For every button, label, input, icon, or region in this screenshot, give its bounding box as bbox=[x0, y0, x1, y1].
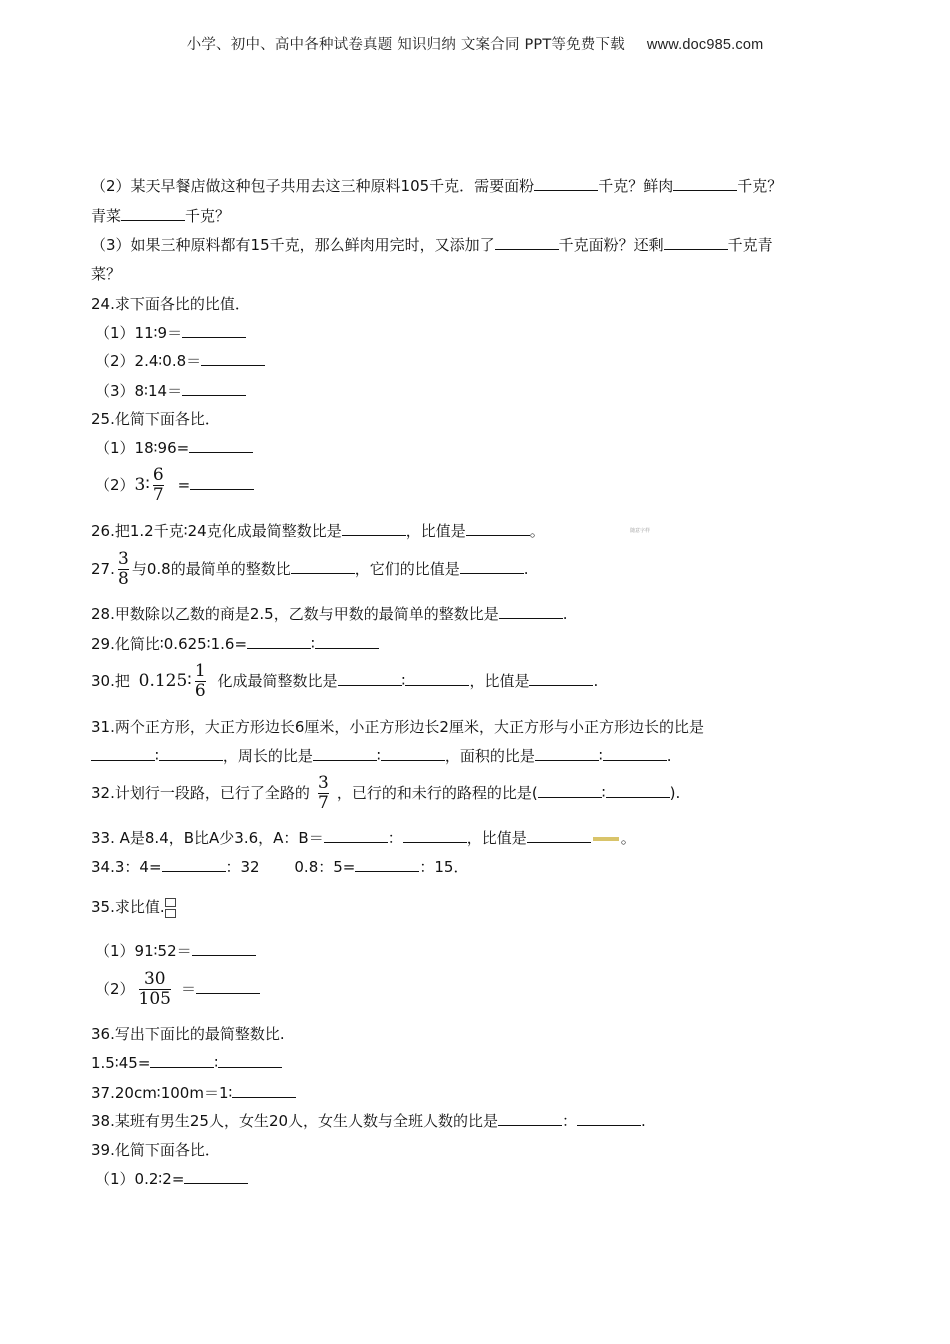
answer-blank[interactable] bbox=[159, 745, 223, 761]
q37: 37.20cm∶100m＝1∶ bbox=[91, 1082, 296, 1104]
q23-part2-line2: 青菜 千克？ bbox=[91, 207, 231, 225]
highlight-mark bbox=[593, 837, 619, 841]
q23-part2-line1: （2）某天早餐店做这种包子共用去这三种原料105千克．需要面粉 千克？鲜肉 千克？ bbox=[91, 177, 783, 195]
q27: 27. $\frac{3}{8}$ 与0.8的最简单的整数比 ，它们的比值是 . bbox=[91, 549, 529, 589]
q31-line1: 31.两个正方形，大正方形边长6厘米，小正方形边长2厘米，大正方形与小正方形边长的比是 bbox=[91, 718, 704, 736]
q30: 30.把 0.125∶ $\frac{1}{6}$ 化成最简整数比是 ∶ ，比值是 . bbox=[91, 661, 599, 701]
answer-blank[interactable] bbox=[315, 633, 379, 649]
fraction: $\frac{3}{8}$ bbox=[117, 549, 129, 589]
answer-blank[interactable] bbox=[535, 745, 599, 761]
fraction-placeholder-icon bbox=[165, 897, 176, 919]
answer-blank[interactable] bbox=[529, 670, 593, 686]
q26: 26.把1.2千克∶24克化成最简整数比是 ，比值是 。 bbox=[91, 522, 545, 540]
q31-line2: ∶ ，周长的比是 ∶ ，面积的比是 ∶ . bbox=[91, 745, 672, 767]
q28: 28.甲数除以乙数的商是2.5，乙数与甲数的最简单的整数比是 . bbox=[91, 605, 568, 623]
answer-blank[interactable] bbox=[324, 827, 388, 843]
q24-item2: （2）2.4∶0.8＝ bbox=[95, 350, 265, 372]
answer-blank[interactable] bbox=[162, 856, 226, 872]
q35-item2: （2） $\frac{30}{105}$ ＝ bbox=[95, 970, 260, 1009]
q36-item: 1.5∶45= ∶ bbox=[91, 1052, 282, 1074]
answer-blank[interactable] bbox=[218, 1052, 282, 1068]
answer-blank[interactable] bbox=[232, 1082, 296, 1098]
q32: 32.计划行一段路，已行了全路的 $\frac{3}{7}$ ，已行的和未行的路程的比是( ∶ ). bbox=[91, 773, 681, 813]
q24-item3: （3）8∶14＝ bbox=[95, 380, 246, 402]
q23-part3-line2: 菜？ bbox=[91, 265, 122, 283]
q25-title: 25.化简下面各比． bbox=[91, 410, 220, 428]
q25-item1: （1）18∶96= bbox=[95, 437, 253, 459]
q39-item1: （1）0.2∶2= bbox=[95, 1168, 248, 1190]
answer-blank[interactable] bbox=[499, 603, 563, 619]
answer-blank[interactable] bbox=[342, 520, 406, 536]
answer-blank[interactable] bbox=[527, 827, 591, 843]
answer-blank[interactable] bbox=[577, 1110, 641, 1126]
q35-title: 35.求比值. bbox=[91, 896, 176, 919]
answer-blank[interactable] bbox=[405, 670, 469, 686]
answer-blank[interactable] bbox=[355, 856, 419, 872]
q25-item2: （2）3∶ $\frac{6}{7}$ = bbox=[95, 466, 254, 505]
q35-item1: （1）91∶52＝ bbox=[95, 940, 256, 962]
answer-blank[interactable] bbox=[182, 322, 246, 338]
answer-blank[interactable] bbox=[673, 175, 737, 191]
answer-blank[interactable] bbox=[403, 827, 467, 843]
fraction: $\frac{1}{6}$ bbox=[194, 661, 206, 701]
answer-blank[interactable] bbox=[603, 745, 667, 761]
answer-blank[interactable] bbox=[664, 234, 728, 250]
q34: 34.3：4= ：32 0.8：5= ：15． bbox=[91, 858, 469, 876]
q39-title: 39.化简下面各比． bbox=[91, 1141, 220, 1159]
answer-blank[interactable] bbox=[192, 940, 256, 956]
answer-blank[interactable] bbox=[247, 633, 311, 649]
answer-blank[interactable] bbox=[184, 1168, 248, 1184]
answer-blank[interactable] bbox=[460, 558, 524, 574]
answer-blank[interactable] bbox=[498, 1110, 562, 1126]
q29: 29.化简比∶0.625∶1.6= ∶ bbox=[91, 633, 379, 655]
answer-blank[interactable] bbox=[538, 782, 602, 798]
fraction: $\frac{3}{7}$ bbox=[317, 773, 329, 813]
answer-blank[interactable] bbox=[91, 745, 155, 761]
q24-item1: （1）11∶9＝ bbox=[95, 322, 246, 344]
answer-blank[interactable] bbox=[534, 175, 598, 191]
answer-blank[interactable] bbox=[381, 745, 445, 761]
q24-title: 24.求下面各比的比值． bbox=[91, 295, 250, 313]
answer-blank[interactable] bbox=[189, 437, 253, 453]
fraction: $\frac{30}{105}$ bbox=[138, 969, 171, 1009]
q36-title: 36.写出下面比的最简整数比. bbox=[91, 1025, 285, 1043]
q38: 38.某班有男生25人，女生20人，女生人数与全班人数的比是 ： . bbox=[91, 1112, 646, 1130]
answer-blank[interactable] bbox=[150, 1052, 214, 1068]
answer-blank[interactable] bbox=[466, 520, 530, 536]
watermark-text: 随意字样 bbox=[630, 528, 651, 534]
answer-blank[interactable] bbox=[495, 234, 559, 250]
answer-blank[interactable] bbox=[182, 380, 246, 396]
q23-part3-line1: （3）如果三种原料都有15千克，那么鲜肉用完时，又添加了 千克面粉？还剩 千克青 bbox=[91, 236, 773, 254]
fraction: $\frac{6}{7}$ bbox=[152, 465, 164, 505]
answer-blank[interactable] bbox=[606, 782, 670, 798]
header-text: 小学、初中、高中各种试卷真题 知识归纳 文案合同 PPT等免费下载 bbox=[186, 37, 625, 53]
answer-blank[interactable] bbox=[121, 205, 185, 221]
header-site[interactable]: www.doc985.com bbox=[646, 37, 764, 53]
answer-blank[interactable] bbox=[190, 474, 254, 490]
q33: 33. A是8.4，B比A少3.6，A：B＝ ： ，比值是 。 bbox=[91, 829, 636, 847]
answer-blank[interactable] bbox=[201, 350, 265, 366]
answer-blank[interactable] bbox=[291, 558, 355, 574]
answer-blank[interactable] bbox=[338, 670, 402, 686]
page-header bbox=[0, 33, 950, 54]
answer-blank[interactable] bbox=[313, 745, 377, 761]
answer-blank[interactable] bbox=[196, 978, 260, 994]
